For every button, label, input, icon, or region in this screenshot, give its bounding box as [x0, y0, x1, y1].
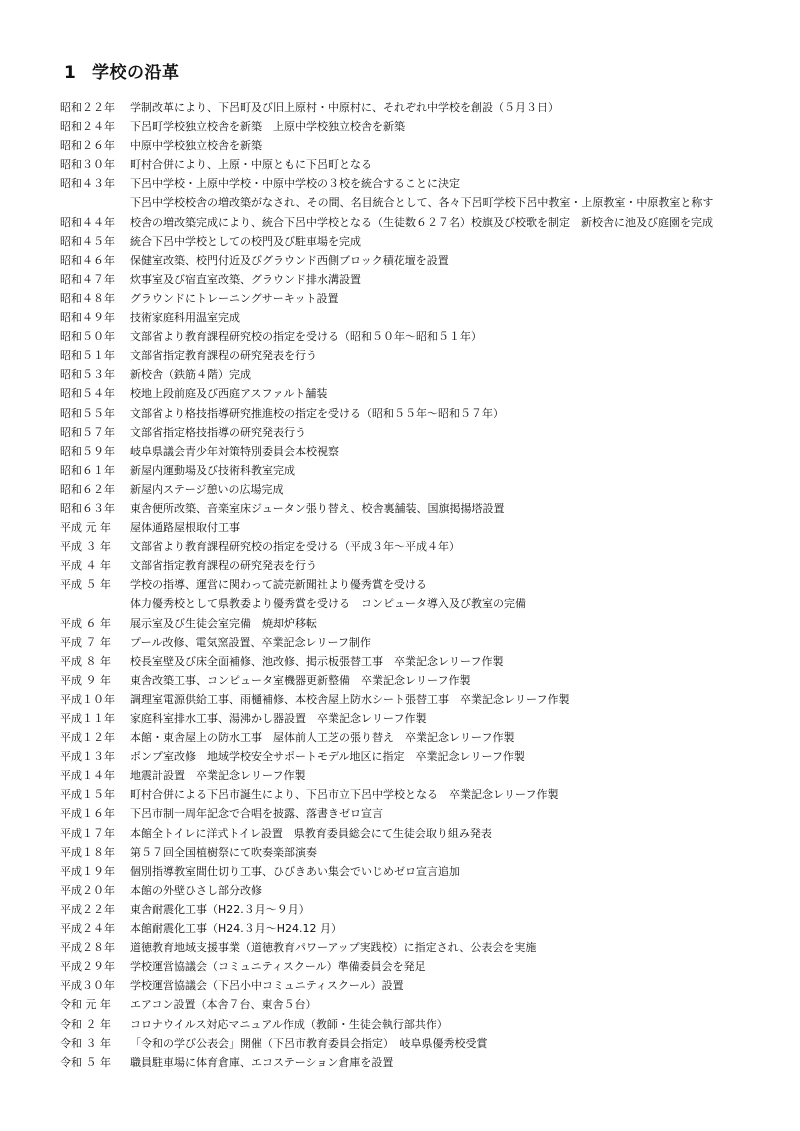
entry-event: 本館・東舎屋上の防水工事 屋体前人工芝の張り替え 卒業記念レリーフ作製 [130, 731, 515, 745]
entry-era: 平成１８年 [60, 845, 115, 859]
history-entry [60, 556, 790, 575]
history-entry [60, 843, 790, 862]
entry-era: 昭和４９年 [60, 311, 115, 325]
history-entry [60, 614, 790, 633]
history-entry [60, 1015, 790, 1034]
entry-event: 技術家庭科用温室完成 [130, 311, 240, 325]
entry-event: 文部省より教育課程研究校の指定を受ける（平成３年～平成４年） [130, 540, 460, 554]
history-entry [60, 652, 790, 671]
history-entry [60, 728, 790, 747]
section-title: 学校の沿革 [92, 63, 180, 83]
entry-event: 新屋内運動場及び技術科教室完成 [130, 463, 295, 477]
entry-event: 学校運営協議会（下呂小中コミュニティスクール）設置 [130, 979, 404, 993]
entry-era: 昭和４５年 [60, 234, 115, 248]
history-entry [60, 251, 790, 270]
entry-event: エアコン設置（本舎７台、東舎５台） [130, 998, 317, 1012]
entry-era: 平成２２年 [60, 902, 115, 916]
history-entry [60, 862, 790, 881]
history-entry [60, 384, 790, 403]
entry-event: 保健室改築、校門付近及びグラウンド西側ブロック積花壇を設置 [130, 253, 449, 267]
history-entry [60, 327, 790, 346]
entry-era: 令和 ２ 年 [60, 1017, 111, 1031]
entry-era: 平成 ７ 年 [60, 635, 111, 649]
entry-event: 道徳教育地域支援事業（道徳教育パワーアップ実践校）に指定され、公表会を実施 [130, 941, 537, 955]
entry-event: 下呂中学校・上原中学校・中原中学校の３校を統合することに決定 [130, 177, 460, 191]
entry-era: 平成２８年 [60, 941, 115, 955]
history-entry [60, 289, 790, 308]
history-entry [60, 709, 790, 728]
entry-era: 昭和５１年 [60, 349, 115, 363]
history-list [60, 98, 790, 1072]
entry-era: 平成 ６ 年 [60, 616, 111, 630]
history-entry [60, 270, 790, 289]
entry-event: 本館全トイレに洋式トイレ設置 県教育委員総会にて生徒会取り組み発表 [130, 826, 492, 840]
entry-era: 平成１１年 [60, 712, 115, 725]
entry-era: 昭和２４年 [60, 120, 115, 134]
entry-event: 校舎の増改築完成により、統合下呂中学校となる（生徒数６２７名）校旗及び校歌を制定 新校舎に池及び庭園を完成 [130, 215, 713, 229]
entry-event: プール改修、電気窯設置、卒業記念レリーフ制作 [130, 635, 371, 649]
entry-event: 炊事室及び宿直室改築、グラウンド排水溝設置 [130, 272, 361, 286]
entry-era: 平成２０年 [60, 883, 115, 897]
entry-event: 下呂市制一周年記念で合唱を披露、落書きゼロ宣言 [130, 807, 383, 821]
history-entry [60, 537, 790, 556]
history-entry [60, 155, 790, 174]
entry-era: 令和 ３ 年 [60, 1036, 111, 1050]
entry-event: 文部省より格技指導研究推進校の指定を受ける（昭和５５年～昭和５７年） [130, 406, 504, 420]
entry-era: 平成 ５ 年 [60, 578, 111, 592]
history-entry [60, 900, 790, 919]
entry-era: 平成１９年 [60, 864, 115, 878]
history-entry [60, 117, 790, 136]
entry-event: 下呂町学校独立校舎を新築 上原中学校独立校舎を新築 [130, 120, 405, 134]
entry-event: 文部省指定格技指導の研究発表行う [130, 425, 306, 439]
history-entry [60, 1034, 790, 1053]
entry-event: 東舎便所改築、音楽室床ジュータン張り替え、校舎裏舗装、国旗掲揚塔設置 [130, 501, 505, 515]
entry-event: 学校運営協議会（コミュニティスクール）準備委員会を発足 [130, 960, 426, 974]
entry-era: 平成１３年 [60, 750, 115, 764]
entry-event: 岐阜県議会青少年対策特別委員会本校視察 [130, 444, 339, 458]
entry-era: 平成 ８ 年 [60, 654, 111, 668]
history-entry [60, 633, 790, 652]
entry-event: 文部省より教育課程研究校の指定を受ける（昭和５０年～昭和５１年） [130, 330, 482, 344]
entry-event: 地震計設置 卒業記念レリーフ作製 [130, 769, 306, 783]
entry-era: 平成 元 年 [60, 521, 111, 535]
entry-event: 文部省指定教育課程の研究発表を行う [130, 559, 317, 573]
entry-era: 平成 ４ 年 [60, 559, 111, 573]
entry-era: 昭和５７年 [60, 425, 115, 439]
history-entry [60, 174, 790, 193]
entry-event: コロナウイルス対応マニュアル作成（教師・生徒会執行部共作） [130, 1017, 448, 1031]
history-entry [60, 480, 790, 499]
entry-era: 平成１２年 [60, 731, 115, 745]
history-entry [60, 575, 790, 594]
history-entry [60, 824, 790, 843]
history-entry [60, 193, 790, 212]
entry-event: 東舎改築工事、コンピュータ室機器更新整備 卒業記念レリーフ作製 [130, 673, 471, 687]
history-entry [60, 404, 790, 423]
entry-event: 東舎耐震化工事（H22.３月～９月） [130, 902, 310, 916]
entry-event: 本館耐震化工事（H24.３月～H24.12 月） [130, 922, 343, 936]
history-entry [60, 976, 790, 995]
entry-era: 平成１７年 [60, 826, 115, 840]
entry-era: 令和 ５ 年 [60, 1055, 111, 1069]
history-entry [60, 785, 790, 804]
entry-event: 職員駐車場に体育倉庫、エコステーション倉庫を設置 [130, 1055, 394, 1069]
entry-era: 昭和５５年 [60, 406, 115, 420]
entry-era: 平成１０年 [60, 692, 115, 706]
history-entry [60, 804, 790, 823]
entry-event: 個別指導教室間仕切り工事、ひびきあい集会でいじめゼロ宣言追加 [130, 864, 460, 878]
history-entry [60, 499, 790, 518]
entry-event: 家庭科室排水工事、湯沸かし器設置 卒業記念レリーフ作製 [130, 712, 427, 725]
section-number: 1 [64, 63, 77, 83]
history-entry [60, 690, 790, 709]
entry-era: 昭和５４年 [60, 387, 115, 401]
entry-event: 「令和の学び公表会」開催（下呂市教育委員会指定） 岐阜県優秀校受賞 [130, 1036, 488, 1050]
history-entry [60, 594, 790, 613]
history-entry [60, 136, 790, 155]
entry-event: 学校の指導、運営に関わって読売新聞社より優秀賞を受ける [130, 578, 427, 592]
entry-era: 昭和４４年 [60, 215, 115, 229]
entry-event: 新屋内ステージ憩いの広場完成 [130, 482, 284, 496]
entry-event: 町村合併により、上原・中原ともに下呂町となる [130, 158, 372, 172]
entry-era: 平成２９年 [60, 960, 115, 974]
entry-era: 昭和４３年 [60, 177, 115, 191]
entry-era: 昭和４６年 [60, 253, 115, 267]
history-entry [60, 919, 790, 938]
entry-event: 本館の外壁ひさし部分改修 [130, 883, 262, 897]
entry-era: 平成１４年 [60, 769, 115, 783]
entry-event: 文部省指定教育課程の研究発表を行う [130, 349, 317, 363]
entry-era: 昭和５０年 [60, 330, 115, 344]
entry-era: 令和 元 年 [60, 998, 111, 1012]
history-entry [60, 423, 790, 442]
entry-event: ポンプ室改修 地域学校安全サポートモデル地区に指定 卒業記念レリーフ作製 [130, 750, 525, 764]
history-entry [60, 308, 790, 327]
entry-era: 昭和６３年 [60, 501, 115, 515]
history-entry [60, 881, 790, 900]
entry-event: 校長室壁及び床全面補修、池改修、掲示板張替工事 卒業記念レリーフ作製 [130, 654, 504, 668]
entry-era: 昭和５３年 [60, 368, 115, 382]
entry-event: 校地上段前庭及び西庭アスファルト舗装 [130, 387, 328, 401]
entry-event: 学制改革により、下呂町及び旧上原村・中原村に、それぞれ中学校を創設（５月３日） [130, 101, 559, 114]
entry-event: 第５７回全国植樹祭にて吹奏楽部演奏 [130, 845, 317, 859]
history-entry [60, 518, 790, 537]
history-entry [60, 232, 790, 251]
history-entry [60, 98, 790, 117]
history-entry [60, 461, 790, 480]
entry-era: 昭和６１年 [60, 463, 115, 477]
entry-event: 屋体通路屋根取付工事 [130, 521, 240, 535]
history-entry [60, 671, 790, 690]
history-entry [60, 747, 790, 766]
entry-era: 昭和４７年 [60, 272, 115, 286]
entry-event: 中原中学校独立校舎を新築 [130, 139, 262, 153]
entry-era: 昭和６２年 [60, 482, 115, 496]
entry-era: 平成１６年 [60, 807, 115, 821]
history-entry [60, 938, 790, 957]
entry-era: 平成 ３ 年 [60, 540, 111, 554]
entry-event: 新校舎（鉄筋４階）完成 [130, 368, 251, 382]
history-entry [60, 766, 790, 785]
entry-era: 昭和５９年 [60, 444, 115, 458]
history-entry [60, 346, 790, 365]
entry-event: 体力優秀校として県教委より優秀賞を受ける コンピュータ導入及び教室の完備 [130, 597, 526, 611]
entry-era: 昭和４８年 [60, 291, 115, 305]
entry-era: 平成１５年 [60, 788, 115, 802]
history-entry [60, 442, 790, 461]
entry-era: 平成 ９ 年 [60, 673, 111, 687]
entry-era: 昭和２６年 [60, 139, 115, 153]
entry-event: グラウンドにトレーニングサーキット設置 [130, 291, 339, 305]
history-entry [60, 995, 790, 1014]
entry-era: 昭和２２年 [60, 101, 115, 114]
history-entry [60, 1053, 790, 1072]
entry-era: 平成３０年 [60, 979, 115, 993]
entry-event: 展示室及び生徒会室完備 焼却炉移転 [130, 616, 317, 630]
entry-event: 調理室電源供給工事、雨樋補修、本校舎屋上防水シート張替工事 卒業記念レリーフ作製 [130, 692, 570, 706]
history-entry [60, 365, 790, 384]
entry-era: 昭和３０年 [60, 158, 115, 172]
entry-event: 統合下呂中学校としての校門及び駐車場を完成 [130, 234, 361, 248]
history-entry [60, 213, 790, 232]
entry-event: 下呂中学校校舎の増改築がなされ、その間、名目統合として、各々下呂町学校下呂中教室・上原教室・中原教室と称す [130, 196, 714, 210]
entry-event: 町村合併による下呂市誕生により、下呂市立下呂中学校となる 卒業記念レリーフ作製 [130, 788, 559, 802]
history-entry [60, 957, 790, 976]
entry-era: 平成２４年 [60, 922, 115, 936]
section-heading [64, 58, 180, 83]
